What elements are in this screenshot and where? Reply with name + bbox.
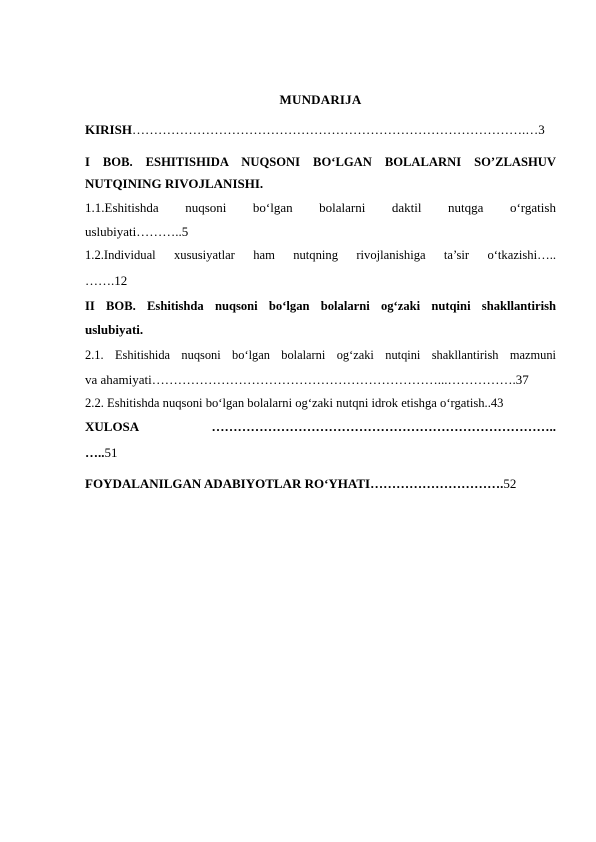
toc-chapter-1-line-2: NUTQINING RIVOJLANISHI. <box>85 176 264 191</box>
toc-chapter-1-line-1: I BOB. ESHITISHIDA NUQSONI BO‘LGAN BOLALARNI SO’ZLASHUV <box>85 155 556 169</box>
toc-word: daktil <box>391 200 422 215</box>
toc-page-number: 3 <box>538 122 545 137</box>
toc-entry-label: KIRISH <box>85 122 132 137</box>
toc-section-2-1-line-2: va ahamiyati…………………………………………………………...…………….37 <box>85 372 529 387</box>
toc-chapter-2-line-1: II BOB. Eshitishda nuqsoni bo‘lgan bolalarni og‘zaki nutqini shakllantirish <box>85 299 556 313</box>
toc-leader-dots: ……………………………………………………………………………….… <box>131 122 539 137</box>
toc-section-2-1-line-1: 2.1. Eshitishida nuqsoni bo‘lgan bolalarni og‘zaki nutqini shakllantirish mazmuni <box>85 348 556 362</box>
toc-section-2-2-line-1: 2.2. Eshitishda nuqsoni bo‘lgan bolalarni og‘zaki nutqni idrok etishga o‘rgatish..43 <box>85 396 504 410</box>
toc-section-1-1-line-1 <box>85 198 556 218</box>
toc-entry-xulosa-line-2 <box>85 443 556 463</box>
toc-word: bo‘lgan <box>252 200 293 215</box>
page-title: MUNDARIJA <box>279 92 362 107</box>
toc-section-1-2-line-2: …….12 <box>85 273 128 288</box>
toc-word: bolalarni <box>319 200 366 215</box>
toc-word: 1.1.Eshitishda <box>85 200 159 215</box>
toc-page-number: 51 <box>104 445 118 460</box>
toc-section-1-2-line-1: 1.2.Individual xususiyatlar ham nutqning rivojlanishiga ta’sir o‘tkazishi….. <box>85 248 556 262</box>
toc-leader-dots: …………………………………………………………………….. <box>211 419 556 434</box>
toc-section-1-1-line-2: uslubiyati………..5 <box>85 224 189 239</box>
toc-entry-kirish <box>85 120 556 140</box>
toc-entry-label: FOYDALANILGAN ADABIYOTLAR RO‘YHATI <box>85 476 371 491</box>
toc-leader-dots: …………………………. <box>370 476 504 491</box>
toc-page-number: 52 <box>503 476 517 491</box>
toc-leader-dots: ….. <box>85 445 105 460</box>
toc-entry-label: XULOSA <box>85 419 140 434</box>
toc-entry-adabiyotlar <box>85 474 556 494</box>
toc-word: nutqga <box>448 200 484 215</box>
toc-word: o‘rgatish <box>509 200 556 215</box>
toc-word: nuqsoni <box>185 200 227 215</box>
toc-entry-xulosa <box>85 417 556 437</box>
toc-chapter-2-line-2: uslubiyati. <box>85 322 144 337</box>
